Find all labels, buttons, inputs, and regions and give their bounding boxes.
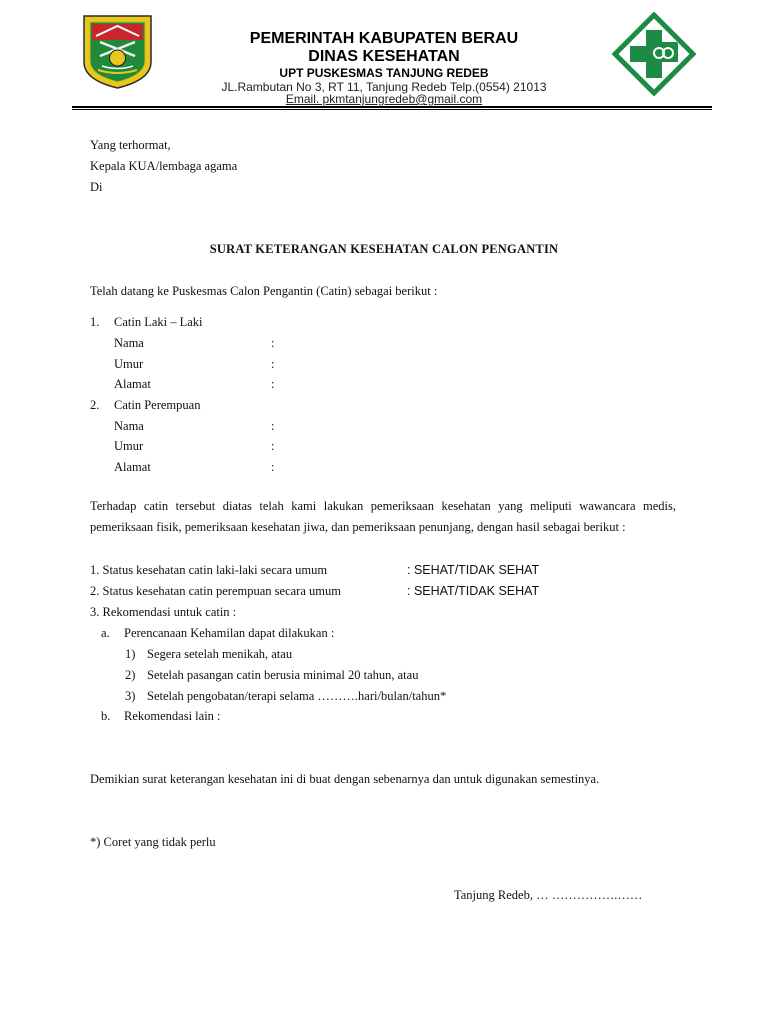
email-link[interactable]: Email. pkmtanjungredeb@gmail.com	[285, 92, 483, 106]
bride-colon-name: :	[271, 419, 275, 433]
groom-heading: Catin Laki – Laki	[114, 315, 203, 329]
recipient-name: Kepala KUA/lembaga agama	[90, 159, 238, 173]
status-bride-label: 2. Status kesehatan catin perempuan secara umum	[90, 584, 341, 598]
document-title: SURAT KETERANGAN KESEHATAN CALON PENGANTIN	[209, 242, 559, 256]
recommendation-heading: 3. Rekomendasi untuk catin :	[90, 605, 237, 619]
option-3-number: 3)	[125, 689, 136, 703]
intro-text: Telah datang ke Puskesmas Calon Pengantin (Catin) sebagai berikut :	[90, 284, 438, 298]
bride-heading: Catin Perempuan	[114, 398, 201, 412]
sub-a-text: Perencanaan Kehamilan dapat dilakukan :	[124, 626, 335, 640]
bride-field-name: Nama	[114, 419, 144, 433]
groom-field-name: Nama	[114, 336, 144, 350]
bride-number: 2.	[90, 398, 100, 412]
letterhead-unit: UPT PUSKESMAS TANJUNG REDEB	[279, 66, 489, 80]
footnote: *) Coret yang tidak perlu	[90, 835, 216, 849]
option-3-text: Setelah pengobatan/terapi selama ……….hari/bulan/tahun*	[147, 689, 447, 703]
letterhead-email[interactable]	[0, 92, 768, 106]
closing-statement: Demikian surat keterangan kesehatan ini di buat dengan sebenarnya dan untuk digunakan semestinya.	[90, 772, 600, 786]
groom-field-address: Alamat	[114, 377, 151, 391]
option-1-number: 1)	[125, 647, 136, 661]
letterhead-address: JL.Rambutan No 3, RT 11, Tanjung Redeb Telp.(0554) 21013	[221, 80, 547, 94]
status-groom-label: 1. Status kesehatan catin laki-laki secara umum	[90, 563, 328, 577]
letterhead-divider-thin	[72, 109, 712, 110]
exam-paragraph: Terhadap catin tersebut diatas telah kami lakukan pemeriksaan kesehatan yang meliputi wawancara medis, pemeriksaan fisik, pemeriksaan kesehatan jiwa, dan pemeriksaan penunjang, dengan hasil sebagai berikut :	[90, 499, 676, 534]
status-bride-value: : SEHAT/TIDAK SEHAT	[407, 584, 540, 598]
letterhead-government: PEMERINTAH KABUPATEN BERAU	[249, 30, 519, 47]
option-2-number: 2)	[125, 668, 136, 682]
option-1-text: Segera setelah menikah, atau	[147, 647, 293, 661]
recipient-place: Di	[90, 180, 103, 194]
status-groom-value: : SEHAT/TIDAK SEHAT	[407, 563, 540, 577]
option-2-text: Setelah pasangan catin berusia minimal 20 tahun, atau	[147, 668, 419, 682]
sub-b-letter: b.	[101, 709, 111, 723]
bride-field-address: Alamat	[114, 460, 151, 474]
signature-place-date: Tanjung Redeb, … …………….……	[454, 888, 643, 902]
letterhead-divider-thick	[72, 106, 712, 108]
bride-colon-age: :	[271, 439, 275, 453]
salutation: Yang terhormat,	[90, 138, 171, 152]
groom-colon-name: :	[271, 336, 275, 350]
groom-field-age: Umur	[114, 357, 144, 371]
sub-a-letter: a.	[101, 626, 110, 640]
groom-number: 1.	[90, 315, 100, 329]
groom-colon-address: :	[271, 377, 275, 391]
letterhead-department: DINAS KESEHATAN	[308, 48, 460, 65]
groom-colon-age: :	[271, 357, 275, 371]
bride-field-age: Umur	[114, 439, 144, 453]
bride-colon-address: :	[271, 460, 275, 474]
sub-b-text: Rekomendasi lain :	[124, 709, 221, 723]
